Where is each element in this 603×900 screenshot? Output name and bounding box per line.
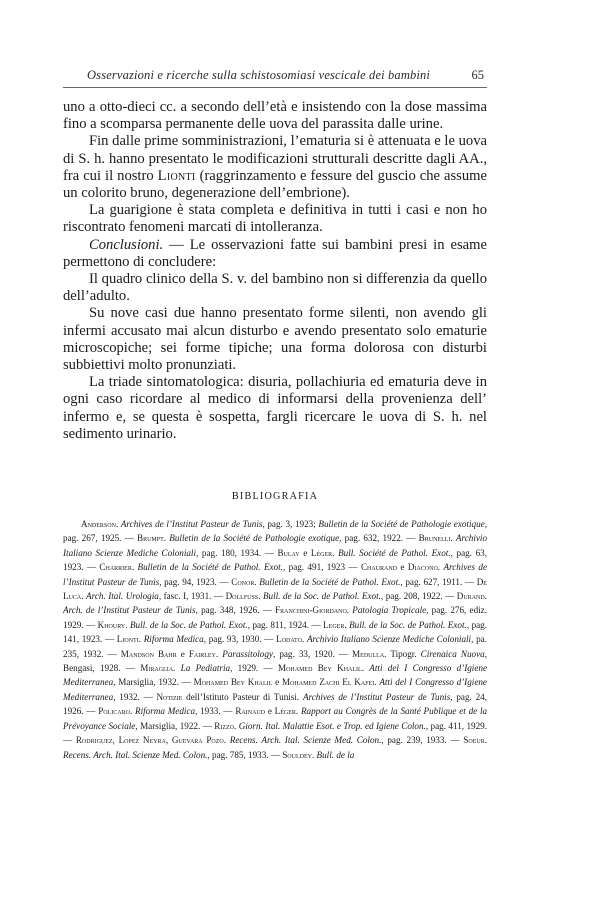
bib-text: . xyxy=(437,562,444,573)
bib-text: e xyxy=(272,677,282,688)
bib-author: Khoury xyxy=(97,619,126,630)
bib-author: Durand xyxy=(456,591,485,602)
bib-text: . xyxy=(215,648,223,659)
bib-text: , pag. 94, 1923. — xyxy=(159,576,232,587)
bib-journal-title: Bulletin de la Société de Pathol. Exot. xyxy=(137,562,283,573)
bib-text: , pag. 411, 1929. — xyxy=(63,720,488,746)
paragraph-2 xyxy=(63,133,487,202)
bib-author: Mohamed Bey Khalil xyxy=(193,677,273,688)
bib-journal-title: Bulletin de la Société de Pathol. Exot. xyxy=(259,576,401,587)
bib-author: Miraglia xyxy=(140,663,174,674)
bib-journal-title: Recens. Arch. Ital. Scienze Med. Colon. xyxy=(63,749,208,760)
bib-journal-title: Atti del I Congresso d’Igiene Mediterranea xyxy=(63,677,487,702)
bib-text: . xyxy=(344,619,350,630)
bib-text: . xyxy=(115,519,121,529)
bib-text: , pag. 180, 1934. — xyxy=(196,547,278,558)
bib-text: , pag. 785, 1933. — xyxy=(207,749,283,760)
bib-text: , pag. 627, 1911. — xyxy=(400,576,477,587)
bib-text: . xyxy=(81,591,87,602)
bib-author: Charrier xyxy=(99,562,132,573)
paragraph-5: Il quadro clinico della S. v. del bambino non si differenzia da quello dell’adulto. xyxy=(63,271,487,305)
bib-author: Franchini-Giordano xyxy=(275,605,347,616)
bib-text: , pag. 267, 1925. — xyxy=(63,519,487,544)
bib-text: . xyxy=(254,576,260,587)
bib-journal-title: Cirenaica Nuova xyxy=(420,648,485,659)
bib-journal-title: Giorn. Ital. Malattie Esot. e Trop. ed Igiene Colon. xyxy=(238,720,426,731)
bib-text: , 1933. — xyxy=(195,706,236,717)
bib-text: . xyxy=(173,663,181,674)
paragraph-2-text-a: Fin dalle prime somministrazioni, l’ematuria si è attenuata e le uova di S. h. hanno presentato le modificazioni strutturali descritte dagli AA., fra cui il nostro xyxy=(63,133,487,184)
bib-text: e xyxy=(299,547,311,558)
bib-text: , pag. 811, 1924. — xyxy=(247,619,324,630)
bib-text: , Marsiglia, 1922. — xyxy=(135,720,215,731)
bib-author: Mohamed Bey Khalil xyxy=(277,663,362,674)
bibliography-text xyxy=(63,517,487,762)
bib-text: . xyxy=(484,735,487,746)
bib-author: Rodriguez xyxy=(75,735,113,746)
bib-text: , pag. 24, 1926. — xyxy=(63,691,487,717)
bib-text: , pa. 235, 1932. — xyxy=(63,634,487,659)
bib-text: , pag. 239, 1933. — xyxy=(381,735,464,746)
bib-author: Policaro xyxy=(98,706,130,717)
bib-author: Guevara Pozo xyxy=(171,735,224,746)
bib-author: Diacono xyxy=(407,562,438,573)
bib-text: . xyxy=(129,706,136,717)
bib-text: , pag. 208, 1922. — xyxy=(380,591,457,602)
bib-text: . xyxy=(131,562,138,573)
bib-text: . xyxy=(138,634,144,645)
bib-journal-title: Bull. de la Soc. de Pathol. Exot. xyxy=(129,619,248,630)
bib-journal-title: Atti del I Congresso d’Igiene Mediterranea xyxy=(63,663,488,688)
main-text xyxy=(63,99,487,443)
paragraph-4 xyxy=(63,237,487,271)
bib-journal-title: Bulletin de la Société de Pathologie exotique xyxy=(318,519,485,529)
paragraph-2-text-b: (raggrinzamento e fessure del guscio che assume un colorito bruno, degenerazione dell’embrione). xyxy=(63,167,487,202)
author-name-lionti: Lionti xyxy=(157,167,196,184)
bib-author: Mohamed Zachi El Kafei xyxy=(281,677,375,688)
bib-author: Souldey xyxy=(282,749,312,760)
paragraph-7: La triade sintomatologica: disuria, pollachiuria ed ematuria deve in ogni caso ricordare al medico di informarsi della provenienza dell’ infermo e, se questa è sospetta, fargli ricercare le uova di S. h. nel sedimento urinario. xyxy=(63,374,487,442)
bib-author: Brumpt xyxy=(137,533,164,544)
bib-author: Leger xyxy=(323,619,345,630)
bib-text: e xyxy=(176,648,189,659)
bib-journal-title: Bull. de la xyxy=(316,749,355,760)
bib-journal-title: Riforma Medica xyxy=(143,634,204,645)
bib-text: , Marsiglia, 1932. — xyxy=(113,677,194,688)
bib-text: . xyxy=(361,663,370,674)
bib-journal-title: Arch. Ital. Urologia xyxy=(86,591,159,602)
bib-author: Notizie xyxy=(156,691,183,702)
bib-journal-title: Recens. Arch. Ital. Scienze Med. Colon. xyxy=(229,735,382,746)
bib-text: . Tipogr. xyxy=(384,648,421,659)
bib-author: Lopez Neyra xyxy=(118,735,166,746)
paragraph-6: Su nove casi due hanno presentato forme silenti, non avendo gli infermi accusato mai alcun disturbo e avendo presentato solo ematurie microscopiche; sei forme tipiche; una forma dolorosa con disturbi subbiettivi molto pronunziati. xyxy=(63,305,487,374)
bib-journal-title: Bull. de la Soc. de Pathol. Exot. xyxy=(262,591,381,602)
bib-text: , pag. 632, 1922. — xyxy=(339,533,419,544)
bib-text: . xyxy=(258,591,263,602)
bib-journal-title: Bull. de la Soc. de Pathol. Exot. xyxy=(349,619,467,630)
bib-author: Léger xyxy=(274,706,296,717)
bib-text: , pag. 491, 1923 — xyxy=(282,562,361,573)
bib-text: . xyxy=(223,735,230,746)
bibliography-title: BIBLIOGRAFIA xyxy=(231,491,319,502)
paragraph-1: uno a otto-dieci cc. a secondo dell’età e insistendo con la dose massima fino a scomparsa permanente delle uova del parassita dalle urine. xyxy=(63,99,487,133)
bib-text: , xyxy=(165,735,172,746)
bib-author: Conor xyxy=(231,576,255,587)
bib-journal-title: Parassitology xyxy=(222,648,273,659)
paragraph-4-text: — Le osservazioni fatte sui bambini presi in esame permettono di concludere: xyxy=(63,236,487,270)
bib-author: De Luca xyxy=(63,576,487,602)
page-number: 65 xyxy=(471,68,484,82)
bib-author: Lionti xyxy=(116,634,139,645)
bib-author: Chaurand xyxy=(360,562,398,573)
bib-text: . xyxy=(332,547,339,558)
bib-journal-title: Archives de l’Institut Pasteur de Tunis xyxy=(302,691,451,702)
bib-text: dell’Istituto Pasteur di Tunisi. xyxy=(182,691,303,702)
bib-text: , pag. 33, 1920. — xyxy=(272,648,353,659)
bib-text: . xyxy=(295,706,301,717)
bib-journal-title: Bulletin de la Société de Pathologie exotique xyxy=(169,533,340,544)
bib-journal-title: Riforma Medica xyxy=(135,706,196,717)
bib-text: . xyxy=(346,605,353,616)
conclusions-heading: Conclusioni. xyxy=(89,236,164,253)
bib-text: . xyxy=(311,749,317,760)
bib-journal-title: La Pediatria xyxy=(180,663,231,674)
paragraph-3: La guarigione è stata completa e definitiva in tutti i casi e non ho riscontrato fenomeni marcati di intolleranza. xyxy=(63,202,487,236)
bib-author: Lodato xyxy=(276,634,302,645)
bib-journal-title: Archives de l’Institut Pasteur de Tunis xyxy=(120,519,263,529)
bib-author: Soeur xyxy=(463,735,485,746)
bib-journal-title: Archives de l’Institut Pasteur de Tunis xyxy=(63,562,488,587)
bib-text: , pag. 3, 1923; xyxy=(262,519,319,529)
bib-text: , 1932. — xyxy=(113,691,157,702)
bib-text: , 1929. — xyxy=(230,663,278,674)
bib-text: . xyxy=(301,634,307,645)
bib-journal-title: Patologia Tropicale xyxy=(352,605,427,616)
bib-text: . xyxy=(163,533,170,544)
bib-text: . xyxy=(484,591,488,602)
bib-journal-title: Arch. de l’Institut Pasteur de Tunis xyxy=(63,605,196,616)
bib-journal-title: Archivio Italiano Scienze Mediche Coloniali xyxy=(63,533,488,558)
bib-text: , pag. 63, 1923. — xyxy=(63,547,487,573)
bib-author: Dollfuss xyxy=(225,591,259,602)
bib-author: Fairley xyxy=(188,648,216,659)
bib-author: Anderson xyxy=(81,519,116,529)
bib-text: , fasc. I, 1931. — xyxy=(158,591,226,602)
bib-text: , pag. 348, 1926. — xyxy=(195,605,276,616)
bib-author: Léger xyxy=(310,547,333,558)
bib-author: Mandson Bahr xyxy=(120,648,177,659)
bib-text: , pag. 141, 1923. — xyxy=(63,619,488,645)
bib-text: , pag. 276, ediz. 1929. — xyxy=(63,605,488,630)
header-rule xyxy=(63,87,487,88)
bib-text: . xyxy=(374,677,380,688)
bib-author: Brunelli xyxy=(418,533,451,544)
bib-author: Rainaud xyxy=(235,706,266,717)
running-head-title: Osservazioni e ricerche sulla schistosomiasi vescicale dei bambini xyxy=(87,68,431,82)
bib-text: , pag. 93, 1930. — xyxy=(203,634,277,645)
bib-text: , Bengasi, 1928. — xyxy=(63,648,487,674)
bib-journal-title: Rapport au Congrès de la Santé Publique et de la Prévoyance Sociale xyxy=(63,706,488,731)
bib-journal-title: Bull. Société de Pathol. Exot. xyxy=(338,547,451,558)
bib-text: . xyxy=(125,619,130,630)
bib-author: Bulay xyxy=(277,547,300,558)
bib-author: Medulla xyxy=(352,648,385,659)
bib-text: . xyxy=(234,720,239,731)
bib-text: e xyxy=(397,562,408,573)
bib-journal-title: Archivio Italiano Scienze Mediche Coloniali xyxy=(306,634,472,645)
bib-author: Rizzo xyxy=(214,720,235,731)
bib-text: e xyxy=(265,706,275,717)
bib-text: , xyxy=(112,735,119,746)
bib-text: . xyxy=(450,533,456,544)
